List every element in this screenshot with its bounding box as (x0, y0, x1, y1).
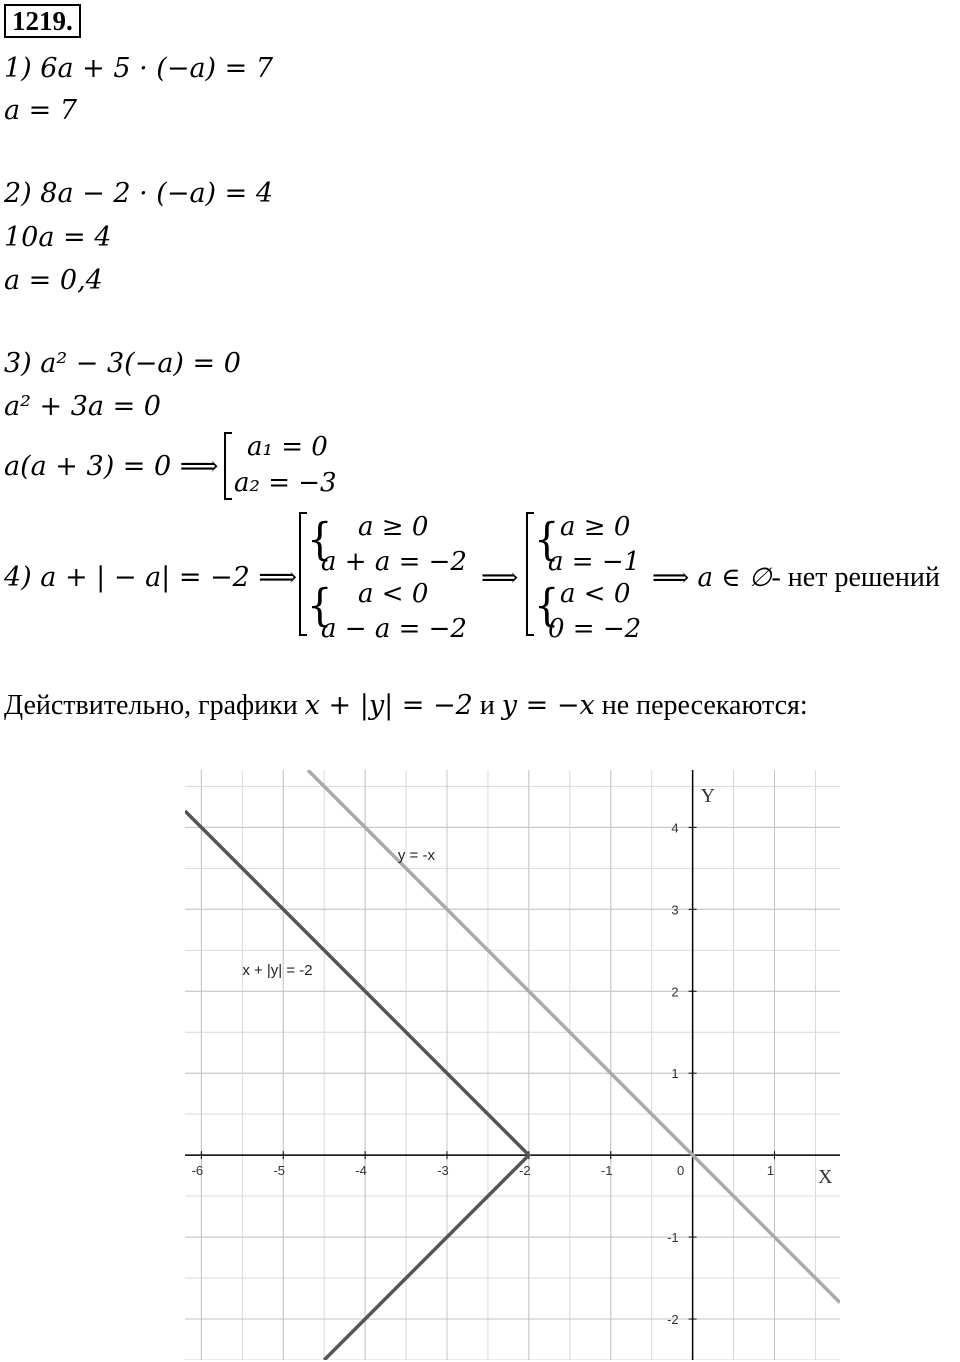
part4-bracket1 (299, 512, 307, 636)
x-tick-label: -5 (273, 1163, 286, 1179)
part3-equation: 3) a² − 3(−a) = 0 (4, 348, 241, 379)
x-tick-label: -4 (355, 1163, 367, 1179)
y-tick-label: 4 (671, 820, 679, 836)
y-axis-label: Y (700, 785, 716, 807)
part4-sys3-a: a ≥ 0 (560, 512, 631, 542)
part4-arrow: ⟹ (481, 563, 519, 593)
conclusion (4, 692, 808, 720)
part2-step: 10a = 4 (4, 222, 112, 253)
part3-factored: a(a + 3) = 0 ⟹ (4, 451, 219, 482)
series-label: y = -x (397, 847, 435, 865)
part1-equation: 1) 6a + 5 · (−a) = 7 (4, 53, 274, 84)
part4-result-math: ⟹ a ∈ ∅ (652, 563, 772, 593)
part4-brace4: { (534, 580, 560, 632)
part4-sys3-b: a = −1 (548, 547, 641, 577)
part2-equation: 2) 8a − 2 · (−a) = 4 (4, 178, 274, 209)
x-tick-label: -6 (191, 1163, 204, 1179)
part2-answer: a = 0,4 (4, 265, 103, 296)
part4-bracket2 (526, 512, 534, 636)
x-tick-label: -2 (519, 1163, 531, 1179)
y-tick-label: -1 (667, 1230, 679, 1246)
x-tick-label: 0 (677, 1163, 685, 1179)
x-tick-label: -3 (437, 1163, 449, 1179)
part3-step: a² + 3a = 0 (4, 391, 161, 422)
part4-brace3: { (534, 514, 560, 566)
y-tick-label: 1 (671, 1066, 679, 1082)
x-tick-label: -1 (600, 1163, 613, 1179)
part4-sys1-b: a + a = −2 (321, 547, 467, 577)
conclusion-eq1: x + |y| = −2 (304, 690, 473, 721)
y-tick-label: 2 (671, 984, 679, 1000)
part4-sys1-a: a ≥ 0 (358, 512, 429, 542)
part4-brace1: { (307, 514, 333, 566)
part4-equation: 4) a + | − a| = −2 ⟹ (4, 562, 298, 593)
y-tick-label: -2 (667, 1312, 679, 1328)
series-line (308, 770, 840, 1303)
part4-result (652, 564, 940, 592)
part4-sys4-b: 0 = −2 (548, 614, 642, 644)
y-tick-label: 3 (671, 902, 679, 918)
graph (185, 770, 840, 1360)
conclusion-eq2: y = −x (501, 690, 595, 721)
part3-root2: a₂ = −3 (234, 468, 337, 498)
x-axis-label: X (818, 1166, 833, 1189)
conclusion-text3: не пересекаются: (594, 690, 808, 721)
part4-result-text: - нет решений (771, 562, 940, 593)
part4-sys2-a: a < 0 (358, 579, 429, 609)
part3-root1: a₁ = 0 (247, 432, 328, 462)
part1-answer: a = 7 (4, 95, 78, 126)
part4-sys4-a: a < 0 (560, 579, 631, 609)
x-tick-label: 1 (766, 1163, 775, 1179)
conclusion-text1: Действительно, графики (4, 690, 305, 721)
conclusion-text2: и (472, 690, 502, 721)
part4-brace2: { (307, 580, 333, 632)
series-label: x + |y| = -2 (242, 961, 313, 979)
part4-sys2-b: a − a = −2 (321, 614, 467, 644)
part3-bracket (224, 432, 232, 500)
problem-number: 1219. (4, 4, 81, 38)
